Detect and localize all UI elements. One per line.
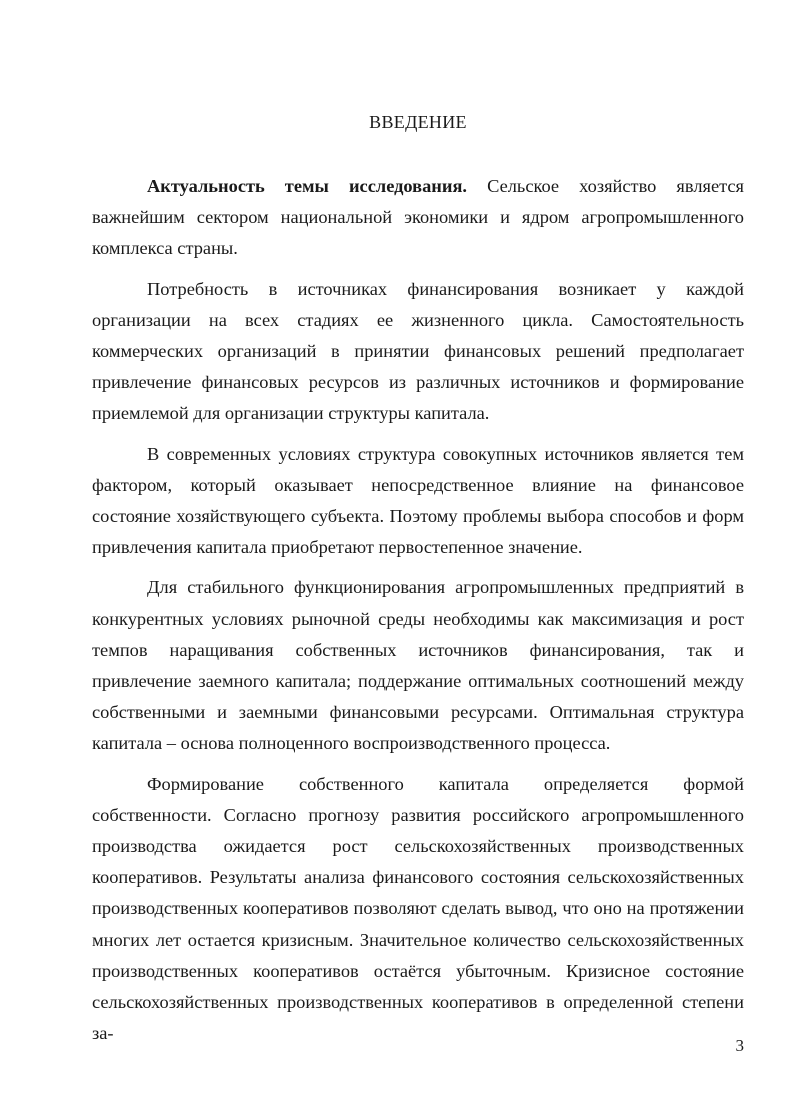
page-title: ВВЕДЕНИЕ — [369, 112, 467, 132]
paragraph-3 — [92, 439, 744, 564]
paragraph-4 — [92, 572, 744, 759]
page-number: 3 — [735, 1036, 744, 1055]
paragraph-5 — [92, 769, 744, 1050]
paragraph-2 — [92, 274, 744, 430]
paragraph-text: Формирование собственного капитала определяется формой собственности. Согласно прогнозу развития российского агропромышленного производства ожидается рост сельскохозяйственных производственных кооперативов. Результаты анализа финансового состояния сельскохозяйственных производственных кооперативов позволяют сделать вывод, что оно на протяжении многих лет остается кризисным. Значительное количество сельскохозяйственных производственных кооперативов остаётся убыточным. Кризисное состояние сельскохозяйственных производственных кооперативов в определенной степени за- — [92, 773, 744, 1044]
paragraph-text: Потребность в источниках финансирования возникает у каждой организации на всех стадиях ее жизненного цикла. Самостоятельность коммерческих организаций в принятии финансовых решений предполагает привлечение финансовых ресурсов из различных источников и формирование приемлемой для организации структуры капитала. — [92, 278, 744, 424]
paragraph-text: Для стабильного функционирования агропромышленных предприятий в конкурентных условиях рыночной среды необходимы как максимизация и рост темпов наращивания собственных источников финансирования, так и привлечение заемного капитала; поддержание оптимальных соотношений между собственными и заемными финансовыми ресурсами. Оптимальная структура капитала – основа полноценного воспроизводственного процесса. — [92, 577, 744, 754]
paragraph-1 — [92, 171, 744, 265]
paragraph-text: В современных условиях структура совокупных источников является тем фактором, который оказывает непосредственное влияние на финансовое состояние хозяйствующего субъекта. Поэтому проблемы выбора способов и форм привлечения капитала приобретают первостепенное значение. — [92, 443, 744, 558]
body-text — [92, 171, 744, 1058]
paragraph-text: Сельское хозяйство является важнейшим сектором национальной экономики и ядром агропромышленного комплекса страны. — [92, 176, 745, 259]
paragraph-lead: Актуальность темы исследования. — [147, 176, 468, 196]
